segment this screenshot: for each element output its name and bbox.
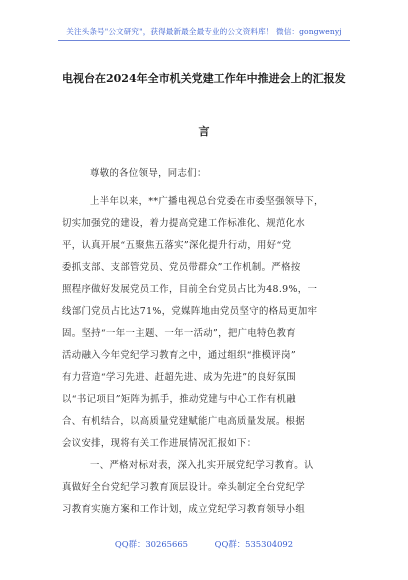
paragraph-line: 切实加强党的建设，着力提高党建工作标准化、规范化水 [62, 218, 306, 229]
header-divider [58, 40, 350, 41]
paragraph-line: 会议安排，现将有关工作进展情况汇报如下： [62, 438, 257, 449]
paragraph-line: 照程序做好发展党员工作，目前全台党员占比为48.9%，一 [62, 284, 318, 295]
paragraph-line: 平，认真开展“五聚焦五落实”深化提升行动，用好“党 [62, 240, 292, 251]
document-title-line-2: 言 [198, 125, 210, 138]
salutation: 尊敬的各位领导，同志们： [90, 168, 207, 179]
header-banner: 关注头条号"公文研究"，获得最新最全最专业的公文资料库！ 微信：gongwenyj [66, 27, 342, 36]
paragraph-line: 习教育实施方案和工作计划，成立党纪学习教育领导小组 [62, 504, 306, 515]
paragraph-line: 活动融入今年党纪学习教育之中，通过组织“推模评岗” [62, 350, 296, 361]
paragraph-line: 线部门党员占比达71%，党媒阵地由党员坚守的格局更加牢 [62, 306, 318, 317]
paragraph-line: 真做好全台党纪学习教育顶层设计。牵头制定全台党纪学 [62, 482, 306, 493]
paragraph-line: 合、有机结合，以高质量党建赋能广电高质量发展。根据 [62, 416, 306, 427]
section-heading-line: 一、严格对标对表，深入扎实开展党纪学习教育。认 [90, 460, 314, 471]
footer-qq-group-1: QQ群：30265665 [114, 539, 188, 549]
paragraph-line: 委抓支部、支部管党员、党员带群众”工作机制。严格按 [62, 262, 301, 273]
paragraph-line: 以“书记项目”矩阵为抓手，推动党建与中心工作有机融 [62, 394, 296, 405]
document-title-line-1: 电视台在2024年全市机关党建工作年中推进会上的汇报发 [62, 72, 346, 85]
paragraph-line: 上半年以来，**广播电视总台党委在市委坚强领导下， [90, 196, 324, 207]
paragraph-line: 固。坚持“一年一主题、一年一活动”，把广电特色教育 [62, 328, 296, 339]
paragraph-line: 有力营造“学习先进、赶超先进、成为先进”的良好氛围 [62, 372, 296, 383]
footer-contacts [0, 538, 408, 550]
footer-qq-group-2: QQ群：535304092 [214, 539, 294, 549]
